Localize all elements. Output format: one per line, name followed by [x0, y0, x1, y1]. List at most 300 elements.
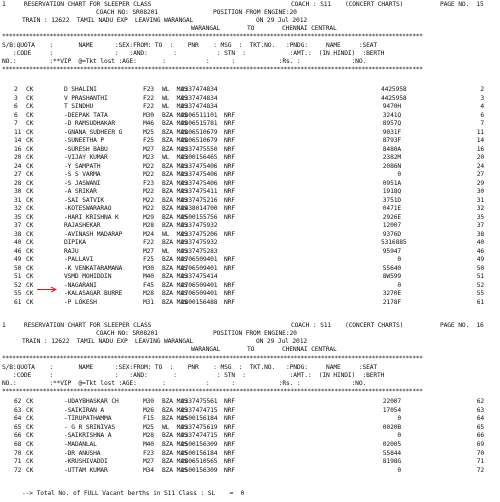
cell-pnr: 2706509401 [181, 256, 218, 263]
cell-amt: 2926E [382, 213, 401, 221]
cell-seat: 66 [476, 432, 484, 440]
from-station: WARANGAL [191, 346, 221, 353]
cell-msg: NRF [224, 205, 235, 212]
cell-no: 70 [14, 449, 22, 457]
cell-msg: NRF [224, 298, 235, 306]
cell-from: BZA MAS [162, 162, 188, 170]
cell-ck: CK [26, 120, 34, 127]
train-info: TRAIN : 12622 TAMIL NADU EXP LEAVING WARANGAL [22, 338, 194, 345]
cell-ck: CK [26, 247, 34, 255]
cell-msg: NRF [224, 423, 235, 431]
cell-pnr: 2337474834 [181, 94, 218, 102]
cell-ck: CK [26, 273, 34, 280]
cell-from: BZA MAS [162, 398, 188, 405]
cell-seat: 20 [476, 154, 484, 161]
cell-pnr: 2337475550 [181, 145, 218, 153]
cell-amt: 1918Q [382, 188, 401, 195]
cell-name: -GNANA SUDHEER G [64, 128, 123, 136]
cell-seat: 35 [476, 213, 484, 221]
cell-ck: CK [26, 466, 34, 474]
cell-msg: NRF [224, 179, 235, 187]
cell-sex: F25 [143, 137, 154, 144]
cell-seat: 6 [480, 111, 484, 119]
cell-amt: 8957Q [382, 120, 401, 127]
cell-amt: 0951A [382, 179, 401, 187]
cell-from: BZA MAS [162, 406, 188, 414]
table-row [0, 467, 500, 475]
cell-amt: 0471E [382, 205, 401, 212]
cell-pnr: 2806510679 [181, 128, 218, 136]
table-row [0, 137, 500, 145]
cell-sex: M40 [143, 273, 154, 280]
table-row [0, 265, 500, 273]
cell-from: BZA MAS [162, 171, 188, 178]
train-date: ON 29 Jul 2012 [256, 17, 307, 24]
cell-no: 52 [14, 281, 22, 289]
cell-seat: 55 [476, 290, 484, 297]
cell-amt: 12007 [382, 222, 401, 229]
cell-no: 61 [14, 298, 22, 306]
cell-no: 72 [14, 466, 22, 474]
cell-sex: M22 [143, 205, 154, 212]
table-row [0, 163, 500, 171]
cell-pnr: 2500155756 [181, 213, 218, 221]
cell-name: -SAIKRISHNA A [64, 432, 112, 440]
cell-ck: CK [26, 196, 34, 204]
table-row [0, 441, 500, 449]
cell-sex: M26 [143, 406, 154, 414]
cell-ck: CK [26, 94, 34, 102]
cell-amt: 8198G [382, 458, 401, 466]
cell-from: BZA MAS [162, 281, 188, 289]
cell-seat: 70 [476, 449, 484, 457]
cell-no: 63 [14, 406, 22, 414]
cell-ck: CK [26, 103, 34, 110]
cell-ck: CK [26, 188, 34, 195]
cell-from: BZA MAS [162, 264, 188, 272]
cell-name: DIPIKA [64, 239, 86, 246]
table-row [0, 188, 500, 196]
cell-pnr: 2337475406 [181, 171, 218, 178]
column-header-line-3: NO.: :**VIP @=Tkt lost :AGE: : : : :Rs. : :NO. [2, 58, 367, 65]
cell-from: BZA MAS [162, 111, 188, 119]
separator: **************************************************************************************************************************** [2, 355, 423, 362]
cell-sex: F22 [143, 239, 154, 246]
cell-no: 24 [14, 162, 22, 170]
cell-amt: 4425958 [381, 86, 407, 93]
cell-name: -DEEPAK TATA [64, 111, 108, 119]
cell-pnr: 2500156184 [181, 449, 218, 457]
cell-msg: NRF [224, 162, 235, 170]
cell-sex: F23 [143, 449, 154, 457]
cell-no: 55 [14, 290, 22, 297]
cell-sex: M30 [143, 111, 154, 119]
cell-name: -D RAMSUDHAKAR [64, 120, 115, 127]
cell-no: 62 [14, 398, 22, 405]
cell-sex: M28 [143, 432, 154, 440]
cell-from: BZA MAS [162, 273, 188, 280]
table-row [0, 222, 500, 230]
table-row [0, 180, 500, 188]
cell-from: BZA MAS [162, 415, 188, 423]
cell-sex: F25 [143, 256, 154, 263]
cell-amt: 2086N [382, 162, 401, 170]
cell-seat: 14 [476, 137, 484, 144]
cell-no: 30 [14, 188, 22, 195]
cell-pnr: 2337475619 [181, 423, 218, 431]
cell-from: BZA MAS [162, 188, 188, 195]
cell-sex: M24 [143, 230, 154, 238]
cell-sex: M27 [143, 247, 154, 255]
cell-sex: M31 [143, 298, 154, 306]
table-row [0, 171, 500, 179]
cell-name: -SAIKIRAN A [64, 406, 105, 414]
cell-name: RAJASHEKAR [64, 222, 101, 229]
table-row [0, 95, 500, 103]
cell-amt: 9376D [382, 230, 401, 238]
red-arrow-icon [36, 286, 58, 293]
cell-no: 11 [14, 128, 22, 136]
coach-label: COACH : S11 [291, 322, 332, 329]
column-header-line-1: S/B:QUOTA : NAME :SEX:FROM: TO : PNR : MSG : TKT.NO. :PNDG: NAME :SEAT [2, 42, 378, 49]
cell-name: -MADANLAL [64, 441, 97, 448]
cell-name: -Y SAMPATH [64, 162, 101, 170]
cell-msg: NRF [224, 171, 235, 178]
cell-ck: CK [26, 205, 34, 212]
table-row [0, 154, 500, 162]
cell-from: BZA MAS [162, 213, 188, 221]
table-row [0, 197, 500, 205]
cell-from: BZA MAS [162, 222, 188, 229]
chart-title: 1 RESERVATION CHART FOR SLEEPER CLASS [2, 322, 152, 329]
cell-seat: 7 [480, 120, 484, 127]
cell-no: 49 [14, 256, 22, 263]
cell-from: BZA MAS [162, 128, 188, 136]
cell-amt: 55640 [382, 264, 401, 272]
cell-msg: NRF [224, 398, 235, 405]
cell-ck: CK [26, 145, 34, 153]
cell-name: -PALLAVI [64, 256, 94, 263]
cell-amt: 0020B [382, 423, 401, 431]
table-row [0, 299, 500, 307]
cell-name: -S S VARMA [64, 171, 101, 178]
cell-pnr: 2300156465 [181, 154, 218, 161]
cell-from: BZA MAS [162, 145, 188, 153]
cell-pnr: 2706509401 [181, 281, 218, 289]
cell-seat: 27 [476, 171, 484, 178]
cell-name: -TIRUPATHAMMA [64, 415, 112, 423]
table-row [0, 273, 500, 281]
cell-from: BZA MAS [162, 290, 188, 297]
cell-pnr: 2500156309 [181, 441, 218, 448]
cell-name: -SURESH BABU [64, 145, 108, 153]
cell-ck: CK [26, 230, 34, 238]
table-row [0, 146, 500, 154]
cell-from: BZA MAS [162, 179, 188, 187]
cell-no: 71 [14, 458, 22, 466]
cell-pnr: 2500156184 [181, 415, 218, 423]
cell-no: 28 [14, 179, 22, 187]
cell-name: RAJU [64, 247, 79, 255]
cell-ck: CK [26, 441, 34, 448]
cell-name: -HARI KRISHNA K [64, 213, 119, 221]
cell-amt: 2382M [382, 154, 401, 161]
coach-number: COACH NO: SR08201 [96, 9, 158, 16]
cell-seat: 31 [476, 196, 484, 204]
cell-msg: NRF [224, 120, 235, 127]
cell-msg: NRF [224, 458, 235, 466]
engine-position: POSITION FROM ENGINE:20 [213, 9, 297, 16]
cell-ck: CK [26, 222, 34, 229]
cell-ck: CK [26, 281, 34, 289]
cell-msg: NRF [224, 196, 235, 204]
cell-from: BZA MAS [162, 120, 188, 127]
cell-amt: 8793F [382, 137, 401, 144]
chart-title: 1 RESERVATION CHART FOR SLEEPER CLASS [2, 1, 152, 8]
cell-from: BZA MAS [162, 256, 188, 263]
cell-amt: 8480A [382, 145, 401, 153]
cell-amt: 22007 [382, 398, 401, 405]
cell-sex: M34 [143, 466, 154, 474]
cell-sex: M22 [143, 162, 154, 170]
cell-ck: CK [26, 171, 34, 178]
cell-sex: M28 [143, 290, 154, 297]
page-number: PAGE NO. 15 [440, 1, 484, 8]
cell-pnr: 2337475411 [181, 188, 218, 195]
cell-seat: 50 [476, 264, 484, 272]
cell-no: 64 [14, 415, 22, 423]
table-row [0, 398, 500, 406]
cell-pnr: 2337474715 [181, 432, 218, 440]
cell-seat: 24 [476, 162, 484, 170]
cell-seat: 46 [476, 247, 484, 255]
concert-label: (CONCERT CHARTS) [345, 1, 404, 8]
cell-msg: NRF [224, 188, 235, 195]
cell-name: -KRUSHIVADDI [64, 458, 108, 466]
cell-seat: 69 [476, 441, 484, 448]
cell-no: 7 [14, 120, 18, 127]
train-date: ON 29 Jul 2012 [256, 338, 307, 345]
cell-amt: 55844 [382, 449, 401, 457]
cell-msg: NRF [224, 290, 235, 297]
cell-sex: M23 [143, 154, 154, 161]
column-header-line-2: :CODE : : :AND: : : STN : :AMT.: (IN HINDI) :BERTH [2, 50, 385, 57]
cell-no: 51 [14, 273, 22, 280]
cell-sex: M25 [143, 128, 154, 136]
cell-msg: NRF [224, 137, 235, 144]
cell-no: 66 [14, 432, 22, 440]
cell-ck: CK [26, 111, 34, 119]
destination-station: CHENNAI CENTRAL [282, 25, 337, 32]
cell-sex: M22 [143, 196, 154, 204]
cell-no: 14 [14, 137, 22, 144]
cell-amt: 9470H [382, 103, 401, 110]
cell-pnr: 2337475932 [181, 239, 218, 246]
cell-msg: NRF [224, 415, 235, 423]
cell-from: BZA MAS [162, 441, 188, 448]
cell-from: BZA MAS [162, 205, 188, 212]
cell-no: 38 [14, 230, 22, 238]
cell-no: 20 [14, 154, 22, 161]
cell-no: 40 [14, 239, 22, 246]
cell-seat: 64 [476, 415, 484, 423]
cell-pnr: 2806510565 [181, 458, 218, 466]
table-row [0, 415, 500, 423]
cell-from: WL MAS [162, 247, 188, 255]
cell-seat: 65 [476, 423, 484, 431]
table-row [0, 120, 500, 128]
cell-sex: F45 [143, 281, 154, 289]
table-row [0, 103, 500, 111]
cell-sex: F23 [143, 86, 154, 93]
table-row [0, 129, 500, 137]
table-row [0, 450, 500, 458]
cell-ck: CK [26, 154, 34, 161]
cell-from: BZA MAS [162, 466, 188, 474]
cell-sex: F22 [143, 103, 154, 110]
cell-name: -UTTAM KUMAR [64, 466, 108, 474]
cell-no: 6 [14, 103, 18, 110]
concert-label: (CONCERT CHARTS) [345, 322, 404, 329]
cell-sex: M29 [143, 213, 154, 221]
cell-msg: NRF [224, 281, 235, 289]
cell-ck: CK [26, 264, 34, 272]
cell-ck: CK [26, 128, 34, 136]
cell-seat: 3 [480, 94, 484, 102]
separator: **************************************************************************************************************************** [2, 33, 423, 40]
from-station: WARANGAL [191, 25, 221, 32]
cell-msg: NRF [224, 441, 235, 448]
separator: **************************************************************************************************************************** [2, 388, 423, 395]
cell-sex: F22 [143, 94, 154, 102]
cell-no: 27 [14, 171, 22, 178]
cell-amt: 9031F [382, 128, 401, 136]
cell-name: - G R SRINIVAS [64, 423, 115, 431]
cell-seat: 40 [476, 239, 484, 246]
cell-amt: 0 [397, 415, 401, 423]
cell-sex: M22 [143, 188, 154, 195]
cell-seat: 62 [476, 398, 484, 405]
cell-no: 37 [14, 222, 22, 229]
table-row [0, 239, 500, 247]
cell-pnr: 2337475561 [181, 398, 218, 405]
cell-no: 2 [14, 86, 18, 93]
engine-position: POSITION FROM ENGINE:20 [213, 330, 297, 337]
cell-amt: 3270E [382, 290, 401, 297]
cell-name: T SINDHU [64, 103, 94, 110]
cell-ck: CK [26, 298, 34, 306]
cell-ck: CK [26, 256, 34, 263]
separator: **************************************************************************************************************************** [2, 66, 423, 73]
cell-no: 46 [14, 247, 22, 255]
cell-amt: 8W599 [382, 273, 401, 280]
cell-ck: CK [26, 162, 34, 170]
column-header-line-2: :CODE : : :AND: : : STN : :AMT.: (IN HINDI) :BERTH [2, 372, 385, 379]
cell-ck: CK [26, 415, 34, 423]
cell-pnr: 2706509401 [181, 264, 218, 272]
cell-pnr: 2706509401 [181, 290, 218, 297]
cell-ck: CK [26, 290, 34, 297]
cell-msg: NRF [224, 111, 235, 119]
cell-no: 3 [14, 94, 18, 102]
cell-seat: 51 [476, 273, 484, 280]
cell-pnr: 2337475406 [181, 179, 218, 187]
table-row [0, 282, 500, 290]
destination-station: CHENNAI CENTRAL [282, 346, 337, 353]
cell-pnr: 2806515781 [181, 120, 218, 127]
cell-amt: 5316885 [381, 239, 407, 246]
table-row [0, 86, 500, 94]
cell-amt: 4425958 [381, 94, 407, 102]
cell-ck: CK [26, 239, 34, 246]
table-row [0, 407, 500, 415]
cell-msg: NRF [224, 213, 235, 221]
table-row [0, 248, 500, 256]
coach-label: COACH : S11 [291, 1, 332, 8]
column-header-line-3: NO.: :**VIP @=Tkt lost :AGE: : : : :Rs. : :NO. [2, 380, 367, 387]
cell-amt: 17054 [382, 406, 401, 414]
page-number: PAGE NO. 16 [440, 322, 484, 329]
cell-amt: 0 [397, 171, 401, 178]
cell-from: BZA MAS [162, 432, 188, 440]
cell-ck: CK [26, 458, 34, 466]
cell-seat: 29 [476, 179, 484, 187]
cell-amt: 0 [397, 432, 401, 440]
table-row [0, 432, 500, 440]
cell-amt: 02005 [382, 441, 401, 448]
cell-seat: 52 [476, 281, 484, 289]
cell-from: BZA MAS [162, 239, 188, 246]
cell-seat: 4 [480, 103, 484, 110]
cell-name: -AVINASH MADARAP [64, 230, 123, 238]
cell-name: -S JASWANI [64, 179, 101, 187]
cell-from: BZA MAS [162, 298, 188, 306]
cell-name: VSMD MOHIDDIN [64, 273, 112, 280]
cell-seat: 30 [476, 188, 484, 195]
cell-name: D SHALINI [64, 86, 97, 93]
cell-sex: M28 [143, 222, 154, 229]
cell-sex: M25 [143, 423, 154, 431]
cell-msg: NRF [224, 145, 235, 153]
cell-from: WL MAS [162, 86, 188, 93]
cell-sex: F15 [143, 415, 154, 423]
cell-no: 6 [14, 111, 18, 119]
train-info: TRAIN : 12622 TAMIL NADU EXP LEAVING WARANGAL [22, 17, 194, 24]
cell-no: 32 [14, 205, 22, 212]
cell-seat: 32 [476, 205, 484, 212]
cell-sex: M27 [143, 145, 154, 153]
cell-seat: 11 [476, 128, 484, 136]
cell-amt: 3241Q [382, 111, 401, 119]
cell-seat: 2 [480, 86, 484, 93]
cell-from: WL MAS [162, 230, 188, 238]
cell-from: WL MAS [162, 423, 188, 431]
table-row [0, 231, 500, 239]
cell-name: -SUNEETHA P [64, 137, 105, 144]
cell-pnr: 2337475216 [181, 196, 218, 204]
cell-ck: CK [26, 86, 34, 93]
table-row [0, 256, 500, 264]
cell-seat: 61 [476, 298, 484, 306]
cell-from: BZA MAS [162, 137, 188, 144]
coach-number: COACH NO: SR08201 [96, 330, 158, 337]
cell-name: -UDAYBHASKAR CH [64, 398, 119, 405]
cell-from: WL MAS [162, 154, 188, 161]
cell-sex: M46 [143, 120, 154, 127]
cell-no: 35 [14, 213, 22, 221]
cell-no: 50 [14, 264, 22, 272]
cell-msg: NRF [224, 128, 235, 136]
